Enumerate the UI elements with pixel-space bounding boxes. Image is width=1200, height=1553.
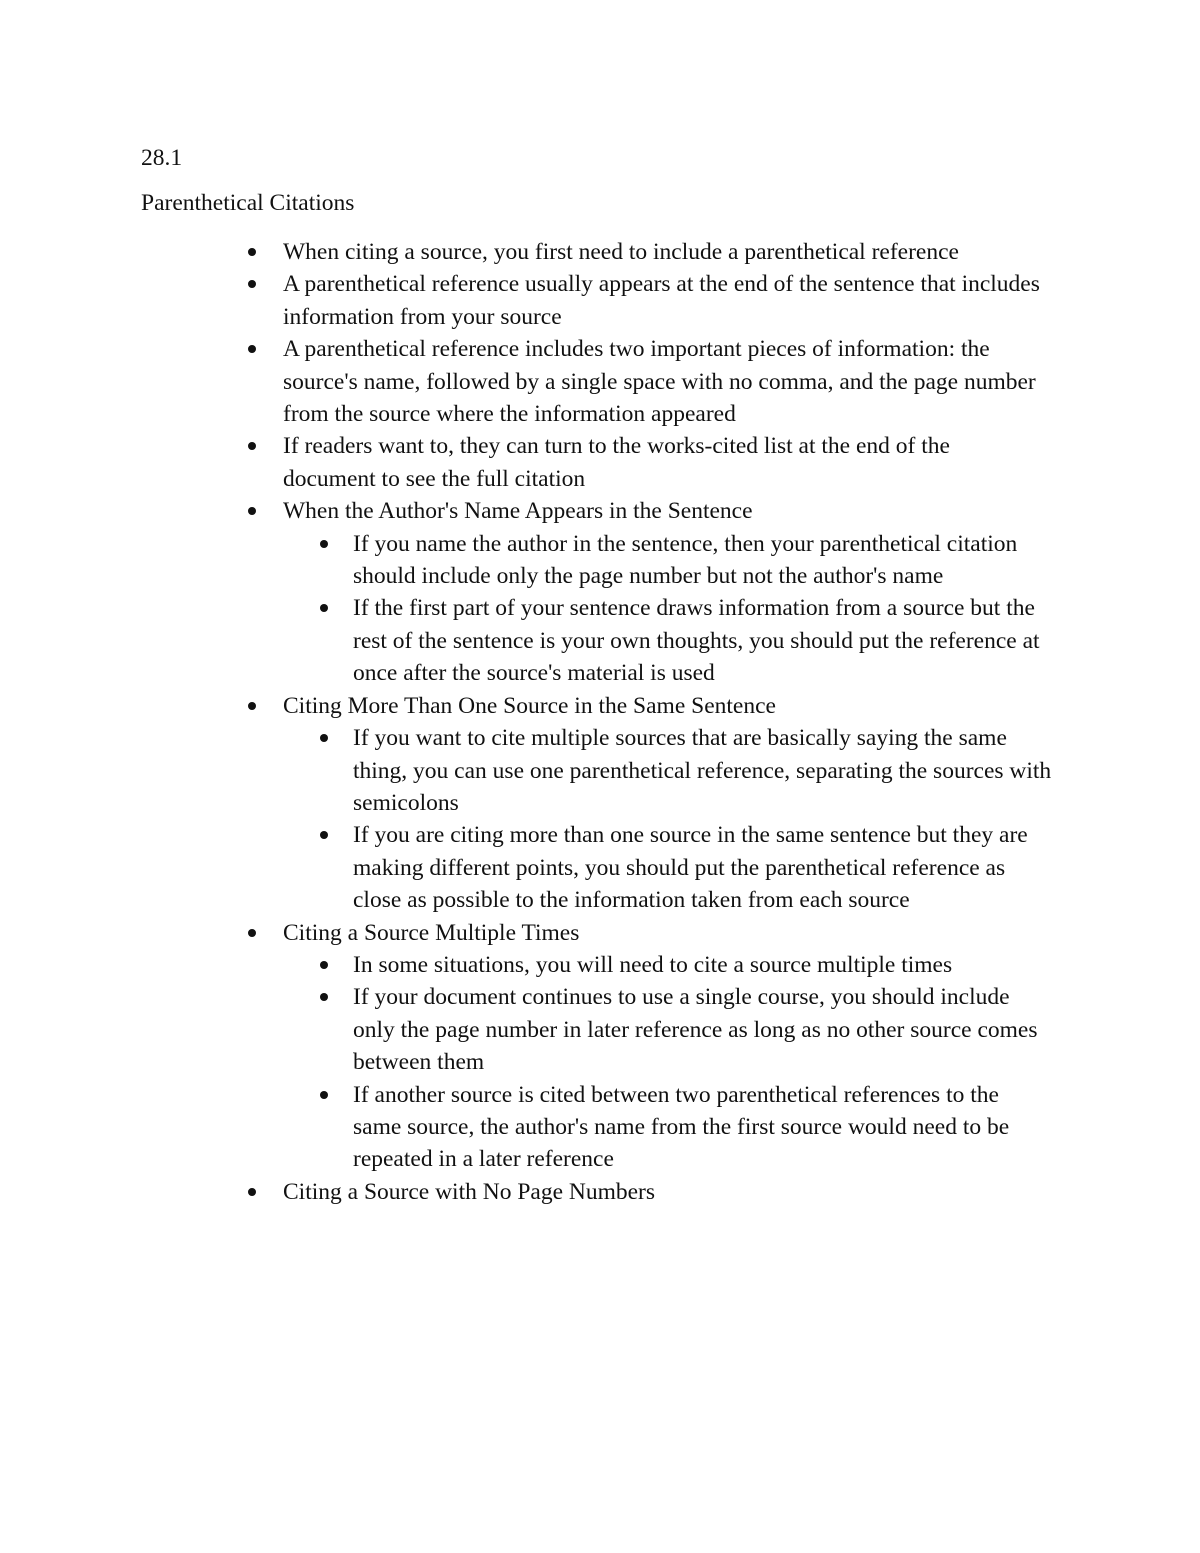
list-item: A parenthetical reference includes two important pieces of information: the source's name, followed by a single space with no comma, and the page number from the source where the information appeared bbox=[283, 333, 1043, 430]
sub-list bbox=[283, 528, 1083, 690]
list-item bbox=[283, 917, 1083, 1176]
sub-list-item: If another source is cited between two parenthetical references to the same source, the author's name from the first source would need to be repeated in a later reference bbox=[353, 1079, 1053, 1176]
sub-list-item: If you name the author in the sentence, then your parenthetical citation should include only the page number but not the author's name bbox=[353, 528, 1053, 593]
sub-list-item: If the first part of your sentence draws information from a source but the rest of the sentence is your own thoughts, you should put the reference at once after the source's material is used bbox=[353, 592, 1053, 689]
sub-list-item: If you want to cite multiple sources that are basically saying the same thing, you can use one parenthetical reference, separating the sources with semicolons bbox=[353, 722, 1053, 819]
list-item bbox=[283, 495, 1083, 689]
section-title: Parenthetical Citations bbox=[141, 190, 355, 216]
sub-list bbox=[283, 949, 1083, 1176]
sub-list bbox=[283, 722, 1083, 916]
list-item: Citing a Source with No Page Numbers bbox=[283, 1176, 1083, 1208]
sub-list-item: In some situations, you will need to cite a source multiple times bbox=[353, 949, 1053, 981]
list-item bbox=[283, 690, 1083, 917]
list-item: If readers want to, they can turn to the works-cited list at the end of the document to see the full citation bbox=[283, 430, 1043, 495]
sub-list-item: If your document continues to use a single course, you should include only the page number in later reference as long as no other source comes between them bbox=[353, 981, 1053, 1078]
sub-list-item: If you are citing more than one source in the same sentence but they are making different points, you should put the parenthetical reference as close as possible to the information taken from each source bbox=[353, 819, 1053, 916]
list-item-heading: When the Author's Name Appears in the Sentence bbox=[283, 498, 753, 525]
bullet-list bbox=[283, 236, 1083, 1208]
list-item-heading: Citing a Source Multiple Times bbox=[283, 919, 580, 946]
list-item: When citing a source, you first need to include a parenthetical reference bbox=[283, 236, 983, 268]
section-number: 28.1 bbox=[141, 145, 183, 171]
list-item-heading: Citing More Than One Source in the Same Sentence bbox=[283, 692, 776, 719]
list-item: A parenthetical reference usually appears at the end of the sentence that includes information from your source bbox=[283, 268, 1043, 333]
